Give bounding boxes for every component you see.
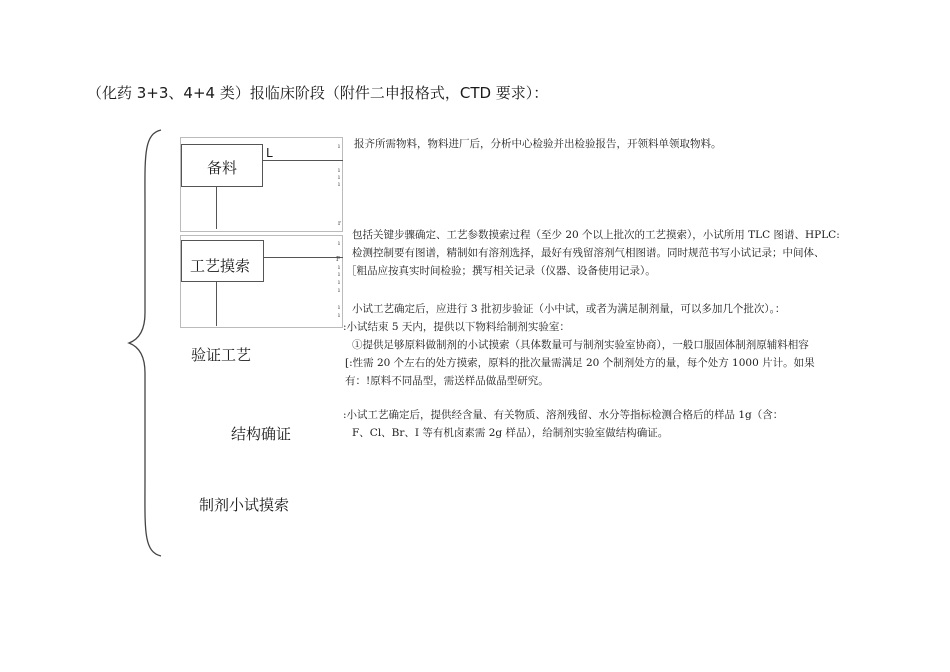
gongyi-connector <box>264 257 343 258</box>
beiliao-tick: r <box>338 220 341 227</box>
gongyi-desc-line: 包括关键步骤确定、工艺参数摸索过程（至少 20 个以上批次的工艺摸索），小试所用 TLC 图谱、HPLC: <box>352 229 840 241</box>
gongyi-tick: ı <box>338 279 340 286</box>
beiliao-tick: ı <box>338 143 340 150</box>
yanzheng-desc-line: ①提供足够原料做制剂的小试摸索（具体数量可与制剂实验室协商），一般口服固体制剂原辅料相容 <box>352 339 809 351</box>
beiliao-mark: L <box>266 146 273 160</box>
yanzheng-desc-line: :小试结束 5 天内，提供以下物料给制剂实验室： <box>343 321 570 333</box>
gongyi-tick: ı <box>338 264 340 271</box>
gongyi-desc-line: ［粗品应按真实时间检验；撰写相关记录（仪器、设备使用记录）。 <box>346 265 656 277</box>
jiegou-label: 结构确证 <box>231 425 292 443</box>
beiliao-tick: ı <box>338 181 340 188</box>
yanzheng-desc-line: [:性需 20 个左右的处方摸索，原料的批次量需满足 20 个制剂处方的量，每个处方 1000 片计。如果 <box>345 357 815 369</box>
gongyi-tick: ı <box>338 271 340 278</box>
beiliao-stem <box>216 187 217 229</box>
yanzheng-desc-line: 有：!原料不同晶型，需送样品做晶型研究。 <box>345 375 549 387</box>
brace-icon <box>125 128 165 558</box>
gongyi-tick: ı <box>338 304 340 311</box>
gongyi-tick: P <box>336 256 341 263</box>
gongyi-tick: ı <box>338 240 340 247</box>
gongyi-tick: ı <box>338 287 340 294</box>
beiliao-connector <box>263 160 343 161</box>
jiegou-desc-line: F、Cl、Br、I 等有机卤素需 2g 样品），给制剂实验室做结构确证。 <box>352 427 669 439</box>
zhiji-label: 制剂小试摸索 <box>199 496 290 514</box>
beiliao-tick: ı <box>338 174 340 181</box>
gongyi-label: 工艺摸索 <box>190 257 251 275</box>
page-title: （化药 3+3、4+4 类）报临床阶段（附件二申报格式，CTD 要求）： <box>87 84 549 102</box>
yanzheng-desc-line: 小试工艺确定后，应进行 3 批初步验证（小中试，或者为满足制剂量，可以多加几个批次）。： <box>352 303 786 315</box>
beiliao-desc: 报齐所需物料，物料进厂后，分析中心检验并出检验报告，开领料单领取物料。 <box>354 138 722 150</box>
gongyi-tick: ı <box>338 312 340 319</box>
beiliao-label: 备料 <box>207 159 238 177</box>
beiliao-tick: ı <box>338 167 340 174</box>
jiegou-desc-line: :小试工艺确定后，提供经含量、有关物质、溶剂残留、水分等指标检测合格后的样品 1g（含： <box>343 409 784 421</box>
yanzheng-label: 验证工艺 <box>191 346 252 364</box>
gongyi-stem <box>216 282 217 326</box>
gongyi-desc-line: 检测控制要有图谱，精制如有溶剂选择，最好有残留溶剂气相图谱。同时规范书写小试记录；中间体、 <box>352 247 825 259</box>
